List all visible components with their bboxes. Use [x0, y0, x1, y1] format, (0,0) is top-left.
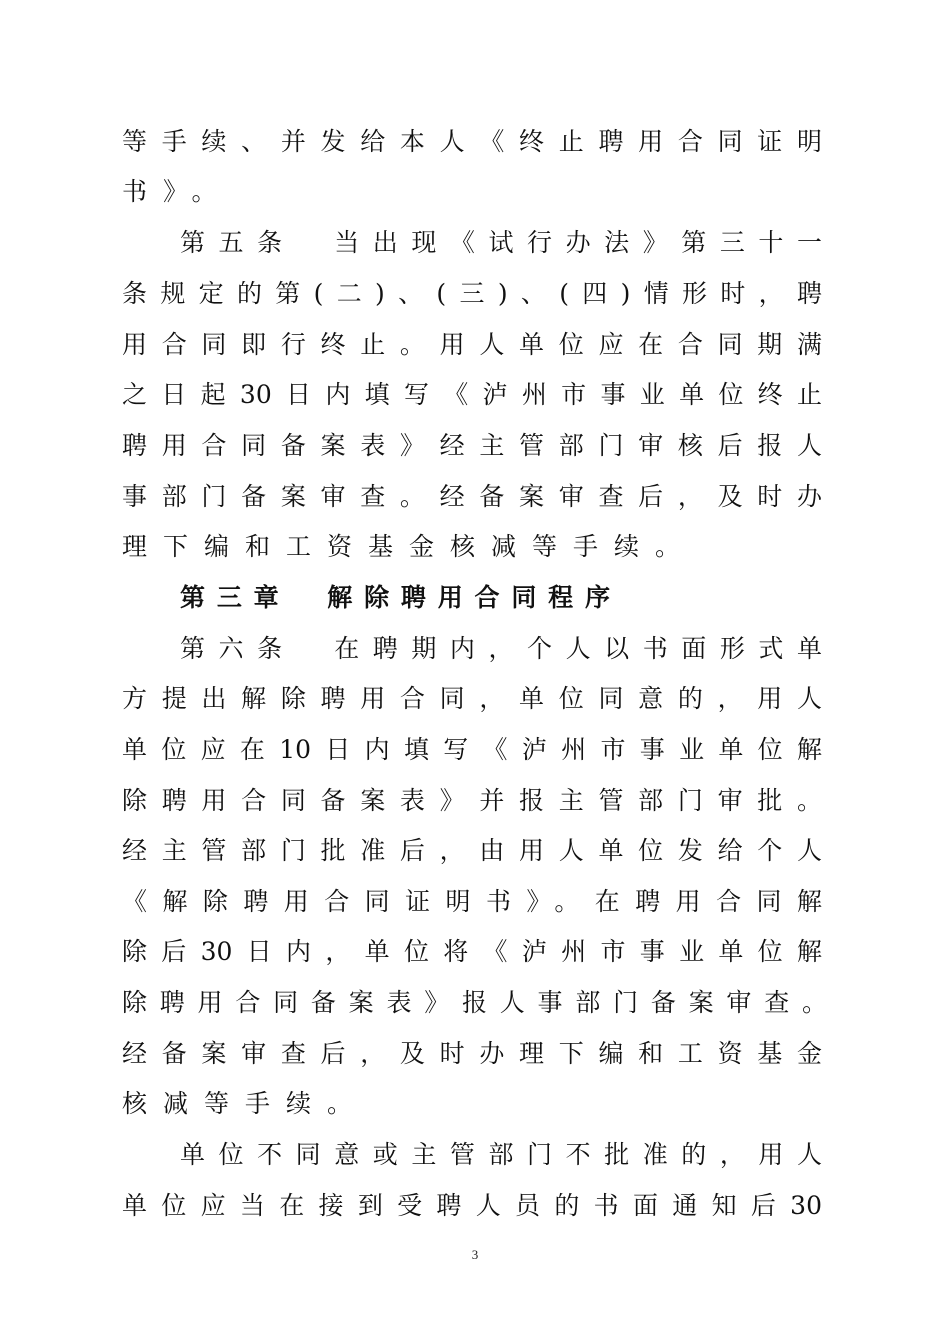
- text-line: 除聘用合同备案表》并报主管部门审批。: [122, 786, 822, 815]
- text-line: 条规定的第(二)、(三)、(四)情形时，聘: [122, 279, 822, 308]
- page-number: 3: [471, 1247, 479, 1262]
- text-line: 除聘用合同备案表》报人事部门备案审查。: [122, 988, 827, 1017]
- text-line: 除后30日内，单位将《泸州市事业单位解: [122, 937, 822, 966]
- text-line: 核减等手续。: [122, 1089, 369, 1118]
- chapter-heading: 第三章 解除聘用合同程序: [180, 583, 610, 612]
- text-line: 之日起30日内填写《泸州市事业单位终止: [122, 380, 822, 409]
- text-line: 单位应当在接到受聘人员的书面通知后30: [122, 1191, 822, 1220]
- text-line: 书》。: [122, 177, 233, 206]
- text-line: 单位应在10日内填写《泸州市事业单位解: [122, 735, 822, 764]
- text-line: 《解除聘用合同证明书》。在聘用合同解: [122, 887, 822, 916]
- text-line: 事部门备案审查。经备案审查后，及时办: [122, 482, 822, 511]
- text-line-paragraph: 单位不同意或主管部门不批准的，用人: [180, 1140, 822, 1169]
- text-line: 聘用合同备案表》经主管部门审核后报人: [122, 431, 822, 460]
- text-line: 经备案审查后，及时办理下编和工资基金: [122, 1039, 822, 1068]
- text-line: 方提出解除聘用合同，单位同意的，用人: [122, 684, 822, 713]
- text-line: 用合同即行终止。用人单位应在合同期满: [122, 330, 822, 359]
- text-line: 经主管部门批准后，由用人单位发给个人: [122, 836, 822, 865]
- text-line-article-5: 第五条 当出现《试行办法》第三十一: [180, 228, 822, 257]
- text-line-article-6: 第六条 在聘期内，个人以书面形式单: [180, 634, 822, 663]
- text-line: 等手续、并发给本人《终止聘用合同证明: [122, 127, 822, 156]
- text-line: 理下编和工资基金核减等手续。: [122, 532, 697, 561]
